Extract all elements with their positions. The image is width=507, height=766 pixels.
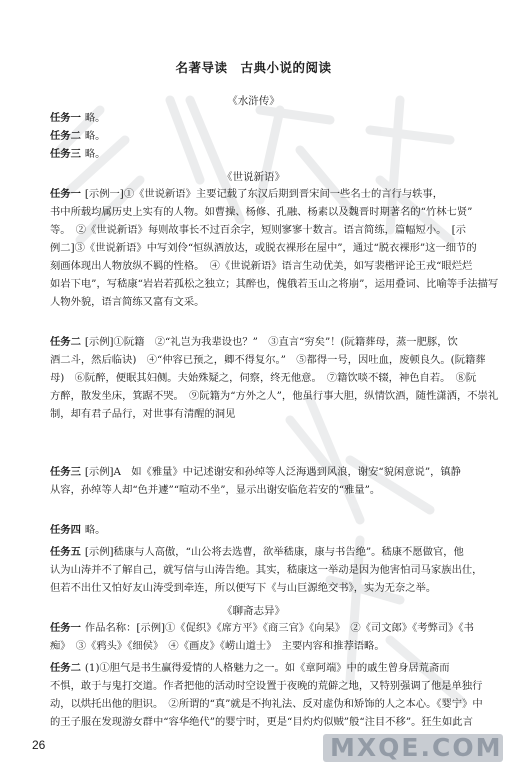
answer-text: (1)①胆气是书生赢得爱情的人格魅力之一。如《章阿端》中的戚生曾身居荒斋而 <box>84 662 450 674</box>
answer-text: [示例]A 如《雅量》中记述谢安和孙绰等人泛海遇到风浪，谢安“貌闲意说”，镇静 <box>84 466 461 478</box>
answer-line: 动，以烘托出他的胆识。 ②所谓的“真”就是不拘礼法、反对虚伪和矫饰的人之本心。《婴宁》中 <box>50 698 483 710</box>
answer-line <box>50 185 470 203</box>
task-label: 任务五 <box>50 546 81 558</box>
task-row <box>50 127 470 145</box>
task-text: 略。 <box>84 524 106 536</box>
page-number: 26 <box>32 738 46 752</box>
task-label: 任务一 <box>50 112 81 124</box>
task-label: 任务一 <box>50 188 81 200</box>
answer-line: 如岩下电”，写嵇康“岩岩若孤松之独立；其醉也，傀俄若玉山之将崩”，运用叠词、比喻等手法描写 <box>50 278 499 290</box>
task-label: 任务三 <box>50 466 81 478</box>
task-label: 任务二 <box>50 336 81 348</box>
site-logo-text: MXQE.COM <box>330 733 503 762</box>
task-label: 任务二 <box>50 662 81 674</box>
answer-text: [示例一]①《世说新语》主要记载了东汉后期到晋宋间一些名士的言行与轶事， <box>84 188 444 200</box>
task-label: 任务三 <box>50 148 81 160</box>
task-text: 略。 <box>84 148 106 160</box>
task-label: 任务一 <box>50 622 81 634</box>
answer-line: 痴》 ③《鸦头》《细侯》 ④《画皮》《崂山道士》 主要内容和推荐语略。 <box>50 640 385 652</box>
answer-line: 的王子服在发现游女群中“容华绝代”的婴宁时，更是“目灼灼似贼”般“注目不移”。狂生如此言 <box>50 716 473 728</box>
answer-line: 等。 ②《世说新语》每则故事长不过百余字，短则寥寥十数言。语言简练，篇幅短小。 [示 <box>50 224 466 236</box>
section-heading-liaozhai: 《聊斋志异》 <box>222 605 285 617</box>
answer-line <box>50 619 474 637</box>
task-text: 略。 <box>84 130 106 142</box>
answer-text: 作品名称：[示例]①《促织》《席方平》《商三官》《向杲》 ②《司文郎》《考弊司》《书 <box>84 622 474 634</box>
answer-line <box>50 543 470 561</box>
answer-line: 母) ⑥阮醉，便眠其妇侧。夫始殊疑之，伺察，终无他意。 ⑦籍饮啖不辍，神色自若。 ⑧阮 <box>50 372 477 384</box>
answer-line: 书中所载均属历史上实有的人物。如曹操、杨修、孔融、杨素以及魏晋时期著名的“竹林七贤” <box>50 206 473 218</box>
answer-text: [示例]①阮籍 ②“礼岂为我辈设也？” ③直言“穷矣”！(阮籍葬母，蒸一肥豚，饮 <box>84 336 458 348</box>
answer-line: 但若不出仕又怕好友山涛受到牵连，所以便写下《与山巨源绝交书》，实为无奈之举。 <box>50 582 437 594</box>
task-row <box>50 109 470 127</box>
section-heading-shishuo: 《世说新语》 <box>222 171 285 183</box>
answer-line <box>50 463 470 481</box>
answer-line <box>50 333 470 351</box>
answer-line: 刻画体现出人物放纵不羁的性格。 ④《世说新语》语言生动优美，如写裴楷评论王戎“眼烂烂 <box>50 260 473 272</box>
answer-line: 酒二斗，然后临诀) ④“仲容已预之，卿不得复尔。” ⑤都得一号，因吐血，废顿良久。(阮籍葬 <box>50 354 486 366</box>
section-heading-shuihu: 《水浒传》 <box>227 95 280 107</box>
task-label: 任务四 <box>50 524 81 536</box>
answer-line: 认为山涛并不了解自己，就写信与山涛告绝。其实，嵇康这一举动是因为他害怕司马家族出仕， <box>50 564 483 576</box>
answer-line: 从容，孙绰等人却“色并遽”“喧动不坐”，显示出谢安临危若安的“雅量”。 <box>50 484 381 496</box>
task-row <box>50 521 470 539</box>
task-row <box>50 145 470 163</box>
task-text: 略。 <box>84 112 106 124</box>
answer-line <box>50 659 470 677</box>
page-title: 名著导读 古典小说的阅读 <box>175 60 332 75</box>
answer-line: 人物外貌，语言简练又富有文采。 <box>50 296 205 308</box>
answer-text: [示例]嵇康与人高傲，“山公将去选曹，欲举嵇康，康与书告绝”。嵇康不愿做官，他 <box>84 546 464 558</box>
answer-line: 例二]③《世说新语》中写刘伶“恒纵酒放达，或脱衣裸形在屋中”，通过“脱衣裸形”这一细节的 <box>50 242 477 254</box>
task-label: 任务二 <box>50 130 81 142</box>
answer-line: 方醉，散发坐床，箕踞不哭。 ⑨阮籍为“方外之人”，他虽行事大胆，纵情饮酒，随性潇洒，不崇礼 <box>50 390 499 402</box>
answer-line: 不惧，敢于与鬼打交道。作者把他的活动时空设置于夜晚的荒僻之地，又特别强调了他是单独行 <box>50 680 483 692</box>
answer-line: 制，却有君子品行，对世事有清醒的洞见 <box>50 408 236 420</box>
